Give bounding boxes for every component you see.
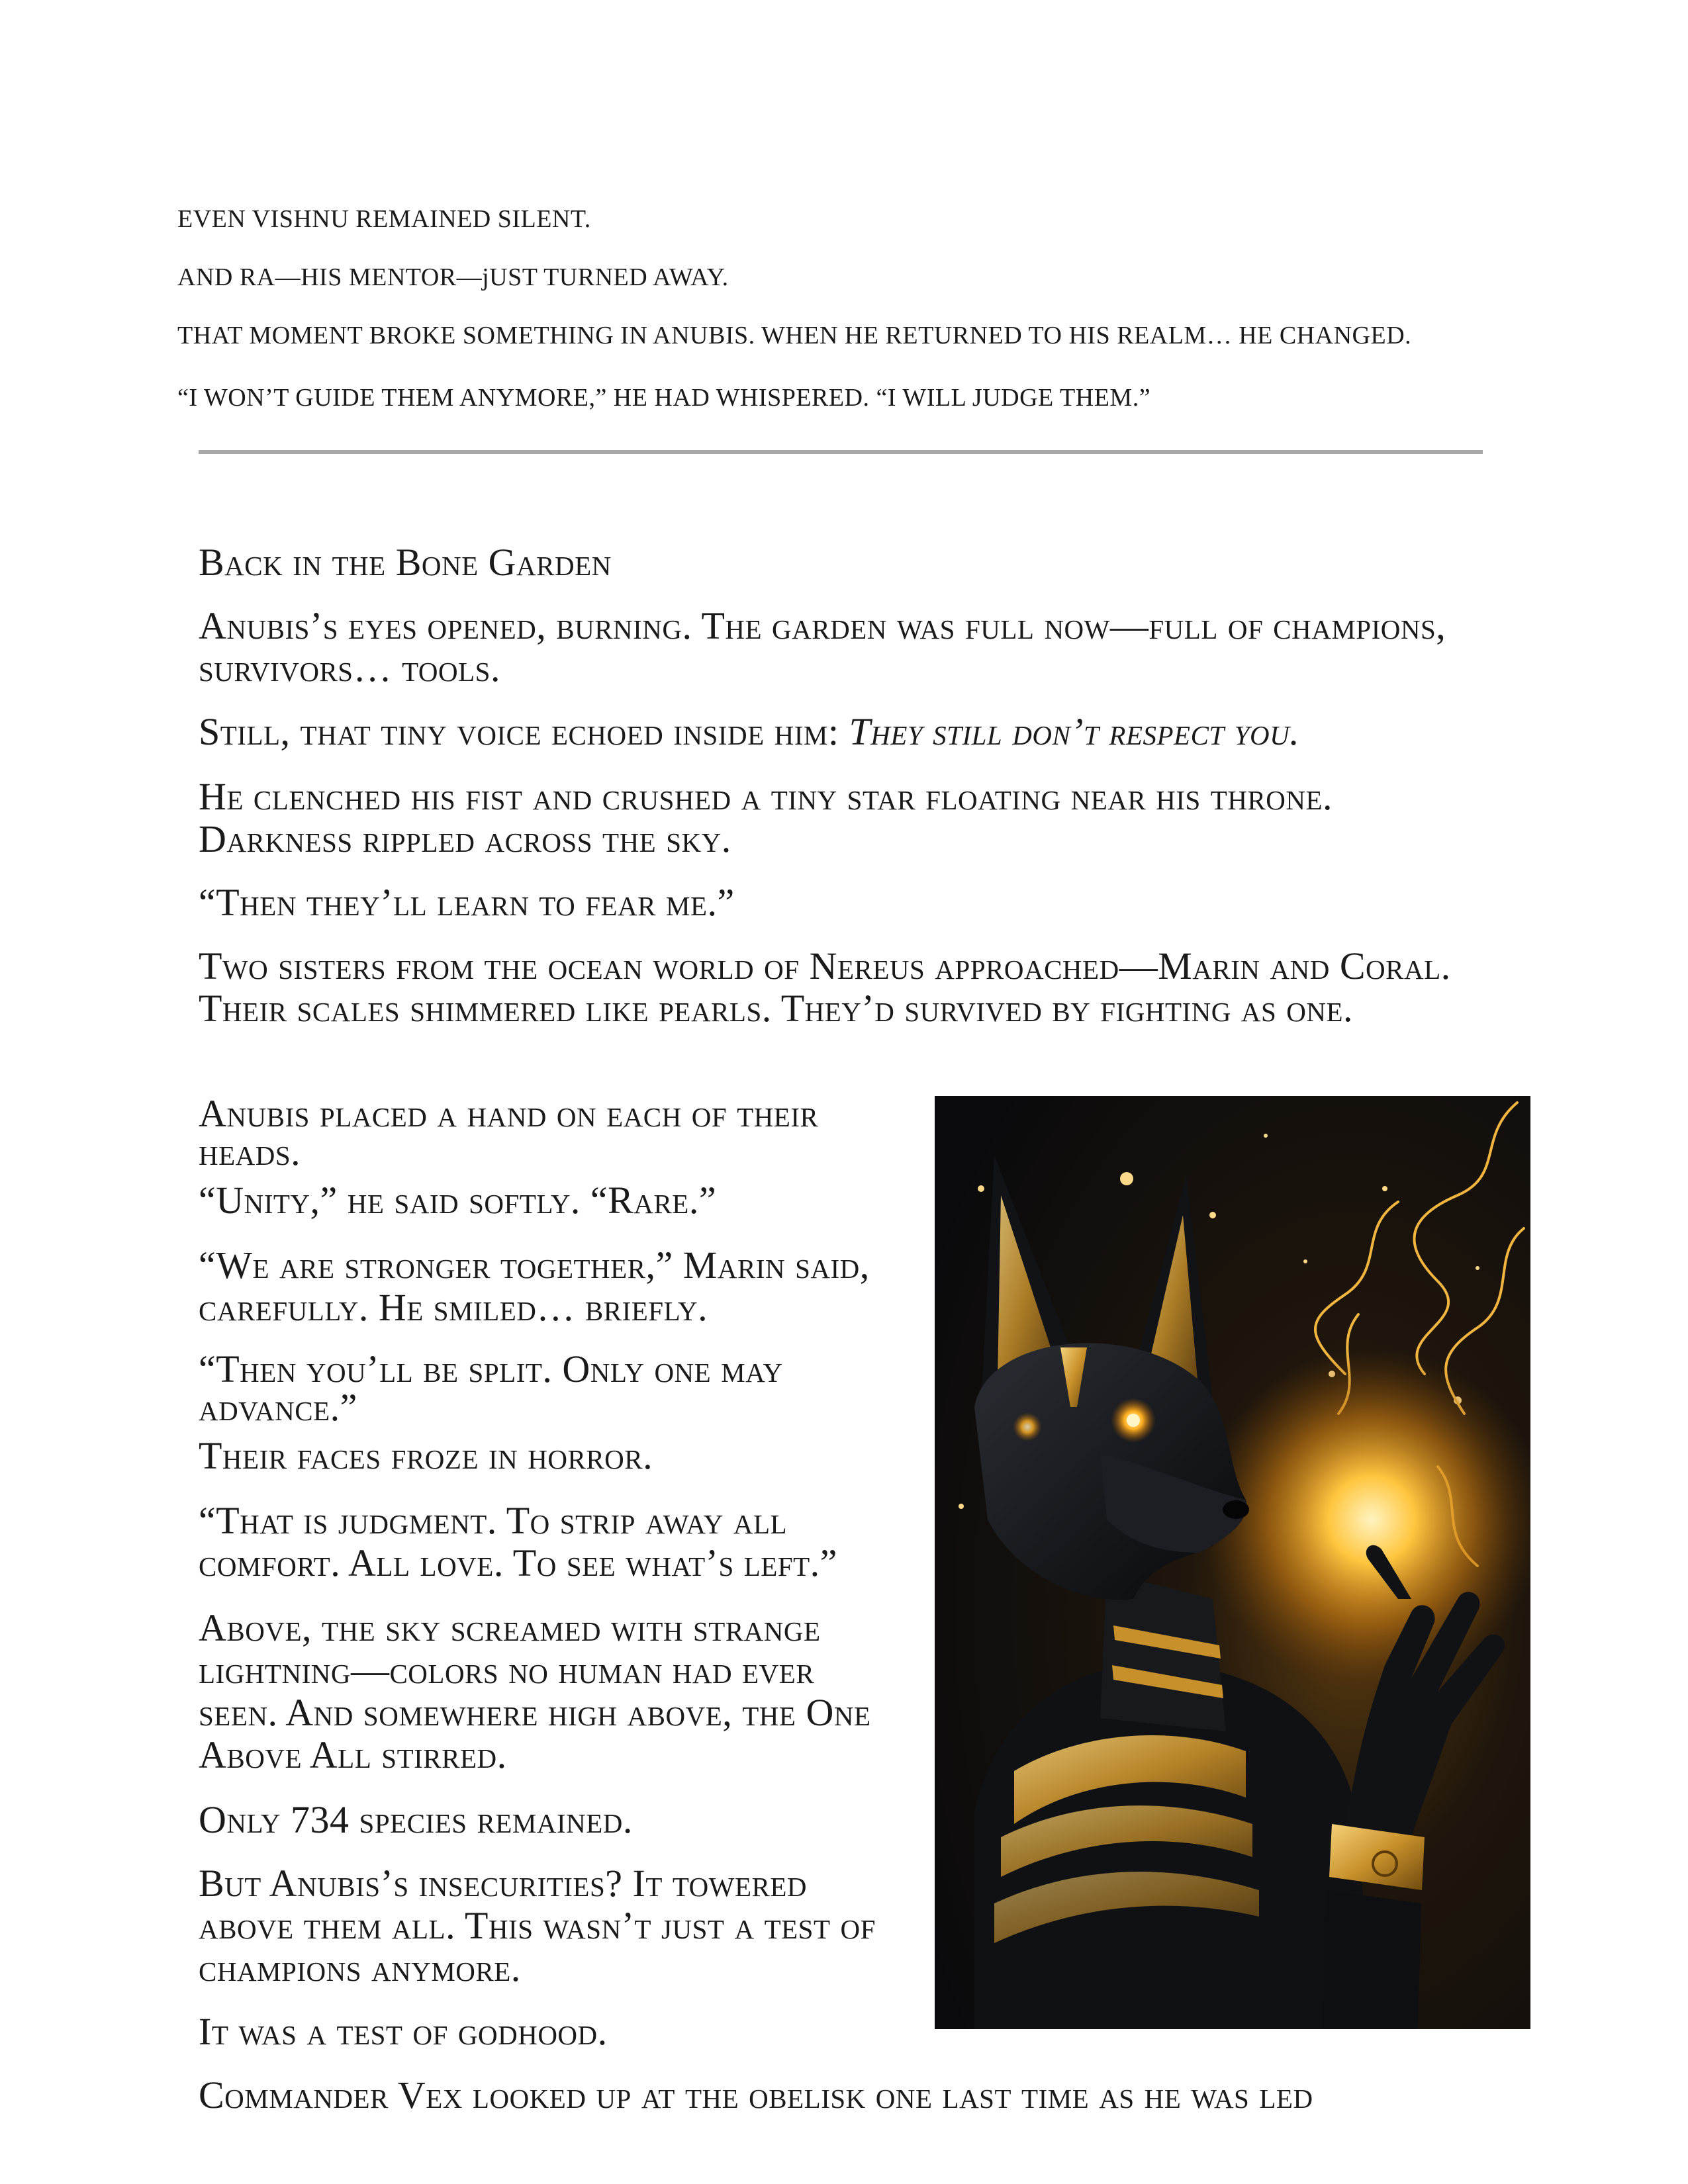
section-heading: Back in the Bone Garden xyxy=(199,541,612,584)
top-line-ra: AND RA—HIS MENTOR—jUST TURNED AWAY. xyxy=(177,263,729,291)
paragraph: “Unity,” he said softly. “Rare.” xyxy=(199,1179,717,1222)
paragraph: “We are stronger together,” Marin said, carefully. He smiled… briefly. xyxy=(199,1244,870,1329)
paragraph: “That is judgment. To strip away all comfort. All love. To see what’s left.” xyxy=(199,1499,837,1584)
anubis-illustration xyxy=(935,1096,1530,2029)
paragraph: Above, the sky screamed with strange lightning—colors no human had ever seen. And somewhere high above, the One Above All stirred. xyxy=(199,1606,871,1776)
paragraph: But Anubis’s insecurities? It towered above them all. This wasn’t just a test of champions anymore. xyxy=(199,1862,876,1989)
paragraph: Anubis’s eyes opened, burning. The garden was full now—full of champions, survivors… tools. xyxy=(199,604,1446,690)
paragraph: He clenched his fist and crushed a tiny star floating near his throne. Darkness rippled across the sky. xyxy=(199,775,1333,860)
top-line-vishnu: EVEN VISHNU REMAINED SILENT. xyxy=(177,205,591,233)
paragraph: Anubis placed a hand on each of their heads. xyxy=(199,1092,819,1173)
paragraph: Their faces froze in horror. xyxy=(199,1434,653,1477)
paragraph: Only 734 species remained. xyxy=(199,1798,633,1841)
paragraph: It was a test of godhood. xyxy=(199,2010,608,2053)
paragraph xyxy=(199,711,1496,753)
top-line-moment: THAT MOMENT BROKE SOMETHING IN ANUBIS. WHEN HE RETURNED TO HIS REALM… HE CHANGED. xyxy=(177,322,1412,349)
section-divider xyxy=(199,450,1483,454)
paragraph: “Then you’ll be split. Only one may advance.” xyxy=(199,1347,783,1429)
top-line-whisper: “I WON’T GUIDE THEM ANYMORE,” HE HAD WHISPERED. “I WILL JUDGE THEM.” xyxy=(177,384,1151,412)
anubis-artwork xyxy=(935,1096,1530,2029)
paragraph-text: Still, that tiny voice echoed inside him: xyxy=(199,710,849,753)
paragraph: “Then they’ll learn to fear me.” xyxy=(199,881,735,924)
paragraph: Two sisters from the ocean world of Nereus approached—Marin and Coral. Their scales shimmered like pearls. They’d survived by fighting as one. xyxy=(199,944,1451,1030)
italic-thought: They still don’t respect you. xyxy=(849,710,1300,753)
paragraph: Commander Vex looked up at the obelisk one last time as he was led xyxy=(199,2073,1313,2116)
